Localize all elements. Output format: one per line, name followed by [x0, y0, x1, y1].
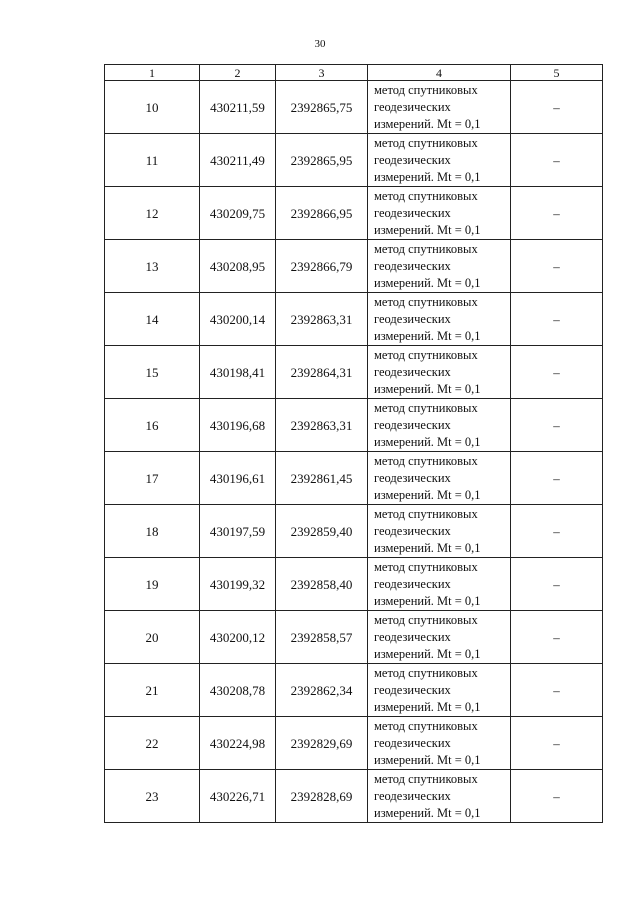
table-row: [105, 452, 603, 505]
method-text-line: измерений. Mt = 0,1: [374, 169, 481, 184]
y-coordinate-cell: 2392866,79: [276, 240, 368, 293]
table-row: [105, 240, 603, 293]
header-cell-3: 3: [276, 65, 368, 81]
method-text-line: геодезических: [374, 99, 451, 114]
table-row: [105, 81, 603, 134]
note-cell: –: [511, 452, 603, 505]
x-coordinate-cell: 430208,95: [200, 240, 276, 293]
note-cell: –: [511, 664, 603, 717]
point-number-cell: 13: [105, 240, 200, 293]
point-number-cell: 10: [105, 81, 200, 134]
y-coordinate-cell: 2392858,40: [276, 558, 368, 611]
method-cell: [368, 611, 511, 664]
table-row: [105, 505, 603, 558]
method-cell: [368, 346, 511, 399]
method-cell: [368, 81, 511, 134]
point-number-cell: 11: [105, 134, 200, 187]
method-text-line: геодезических: [374, 788, 451, 803]
method-text-line: геодезических: [374, 417, 451, 432]
x-coordinate-cell: 430198,41: [200, 346, 276, 399]
point-number-cell: 18: [105, 505, 200, 558]
method-text-line: измерений. Mt = 0,1: [374, 328, 481, 343]
method-text-line: измерений. Mt = 0,1: [374, 646, 481, 661]
method-text-line: геодезических: [374, 682, 451, 697]
method-cell: [368, 187, 511, 240]
method-text-line: геодезических: [374, 205, 451, 220]
method-text-line: метод спутниковых: [374, 294, 478, 309]
table-row: [105, 187, 603, 240]
y-coordinate-cell: 2392862,34: [276, 664, 368, 717]
x-coordinate-cell: 430197,59: [200, 505, 276, 558]
y-coordinate-cell: 2392861,45: [276, 452, 368, 505]
method-cell: [368, 770, 511, 823]
y-coordinate-cell: 2392864,31: [276, 346, 368, 399]
point-number-cell: 16: [105, 399, 200, 452]
note-cell: –: [511, 81, 603, 134]
header-cell-5: 5: [511, 65, 603, 81]
method-cell: [368, 452, 511, 505]
x-coordinate-cell: 430226,71: [200, 770, 276, 823]
x-coordinate-cell: 430196,68: [200, 399, 276, 452]
method-text-line: измерений. Mt = 0,1: [374, 752, 481, 767]
point-number-cell: 12: [105, 187, 200, 240]
table-row: [105, 346, 603, 399]
table-row: [105, 664, 603, 717]
method-text-line: измерений. Mt = 0,1: [374, 381, 481, 396]
y-coordinate-cell: 2392863,31: [276, 293, 368, 346]
note-cell: –: [511, 293, 603, 346]
method-text-line: измерений. Mt = 0,1: [374, 434, 481, 449]
note-cell: –: [511, 770, 603, 823]
method-text-line: метод спутниковых: [374, 347, 478, 362]
table-row: [105, 134, 603, 187]
x-coordinate-cell: 430211,49: [200, 134, 276, 187]
method-text-line: измерений. Mt = 0,1: [374, 593, 481, 608]
x-coordinate-cell: 430211,59: [200, 81, 276, 134]
method-text-line: геодезических: [374, 523, 451, 538]
method-text-line: метод спутниковых: [374, 135, 478, 150]
table-row: [105, 558, 603, 611]
method-cell: [368, 505, 511, 558]
method-cell: [368, 240, 511, 293]
point-number-cell: 14: [105, 293, 200, 346]
x-coordinate-cell: 430224,98: [200, 717, 276, 770]
note-cell: –: [511, 558, 603, 611]
point-number-cell: 21: [105, 664, 200, 717]
table-row: [105, 293, 603, 346]
y-coordinate-cell: 2392866,95: [276, 187, 368, 240]
header-cell-2: 2: [200, 65, 276, 81]
method-text-line: метод спутниковых: [374, 82, 478, 97]
note-cell: –: [511, 187, 603, 240]
table-row: [105, 611, 603, 664]
method-cell: [368, 399, 511, 452]
header-cell-4: 4: [368, 65, 511, 81]
method-text-line: геодезических: [374, 735, 451, 750]
x-coordinate-cell: 430199,32: [200, 558, 276, 611]
method-text-line: геодезических: [374, 258, 451, 273]
point-number-cell: 19: [105, 558, 200, 611]
point-number-cell: 20: [105, 611, 200, 664]
table-row: [105, 770, 603, 823]
method-cell: [368, 293, 511, 346]
method-text-line: измерений. Mt = 0,1: [374, 699, 481, 714]
method-text-line: метод спутниковых: [374, 241, 478, 256]
method-text-line: метод спутниковых: [374, 506, 478, 521]
table-row: [105, 717, 603, 770]
method-text-line: геодезических: [374, 364, 451, 379]
point-number-cell: 23: [105, 770, 200, 823]
note-cell: –: [511, 346, 603, 399]
y-coordinate-cell: 2392865,75: [276, 81, 368, 134]
method-text-line: измерений. Mt = 0,1: [374, 275, 481, 290]
method-text-line: метод спутниковых: [374, 771, 478, 786]
method-cell: [368, 558, 511, 611]
note-cell: –: [511, 505, 603, 558]
note-cell: –: [511, 240, 603, 293]
method-text-line: измерений. Mt = 0,1: [374, 116, 481, 131]
y-coordinate-cell: 2392858,57: [276, 611, 368, 664]
table-header-row: [105, 65, 603, 81]
page-number: 30: [314, 38, 326, 50]
x-coordinate-cell: 430208,78: [200, 664, 276, 717]
method-cell: [368, 134, 511, 187]
method-text-line: геодезических: [374, 470, 451, 485]
method-text-line: измерений. Mt = 0,1: [374, 222, 481, 237]
method-text-line: геодезических: [374, 152, 451, 167]
method-text-line: метод спутниковых: [374, 559, 478, 574]
point-number-cell: 15: [105, 346, 200, 399]
method-text-line: геодезических: [374, 629, 451, 644]
note-cell: –: [511, 399, 603, 452]
method-text-line: метод спутниковых: [374, 718, 478, 733]
y-coordinate-cell: 2392865,95: [276, 134, 368, 187]
method-cell: [368, 717, 511, 770]
y-coordinate-cell: 2392829,69: [276, 717, 368, 770]
coordinates-table-body: [105, 65, 603, 823]
y-coordinate-cell: 2392828,69: [276, 770, 368, 823]
coordinates-table: [104, 64, 603, 823]
header-cell-1: 1: [105, 65, 200, 81]
x-coordinate-cell: 430200,14: [200, 293, 276, 346]
method-text-line: метод спутниковых: [374, 188, 478, 203]
method-cell: [368, 664, 511, 717]
point-number-cell: 17: [105, 452, 200, 505]
x-coordinate-cell: 430196,61: [200, 452, 276, 505]
x-coordinate-cell: 430200,12: [200, 611, 276, 664]
method-text-line: геодезических: [374, 576, 451, 591]
method-text-line: метод спутниковых: [374, 612, 478, 627]
table-row: [105, 399, 603, 452]
note-cell: –: [511, 134, 603, 187]
method-text-line: метод спутниковых: [374, 665, 478, 680]
method-text-line: измерений. Mt = 0,1: [374, 487, 481, 502]
method-text-line: метод спутниковых: [374, 400, 478, 415]
method-text-line: измерений. Mt = 0,1: [374, 540, 481, 555]
y-coordinate-cell: 2392863,31: [276, 399, 368, 452]
method-text-line: геодезических: [374, 311, 451, 326]
note-cell: –: [511, 611, 603, 664]
method-text-line: метод спутниковых: [374, 453, 478, 468]
method-text-line: измерений. Mt = 0,1: [374, 805, 481, 820]
x-coordinate-cell: 430209,75: [200, 187, 276, 240]
point-number-cell: 22: [105, 717, 200, 770]
note-cell: –: [511, 717, 603, 770]
y-coordinate-cell: 2392859,40: [276, 505, 368, 558]
